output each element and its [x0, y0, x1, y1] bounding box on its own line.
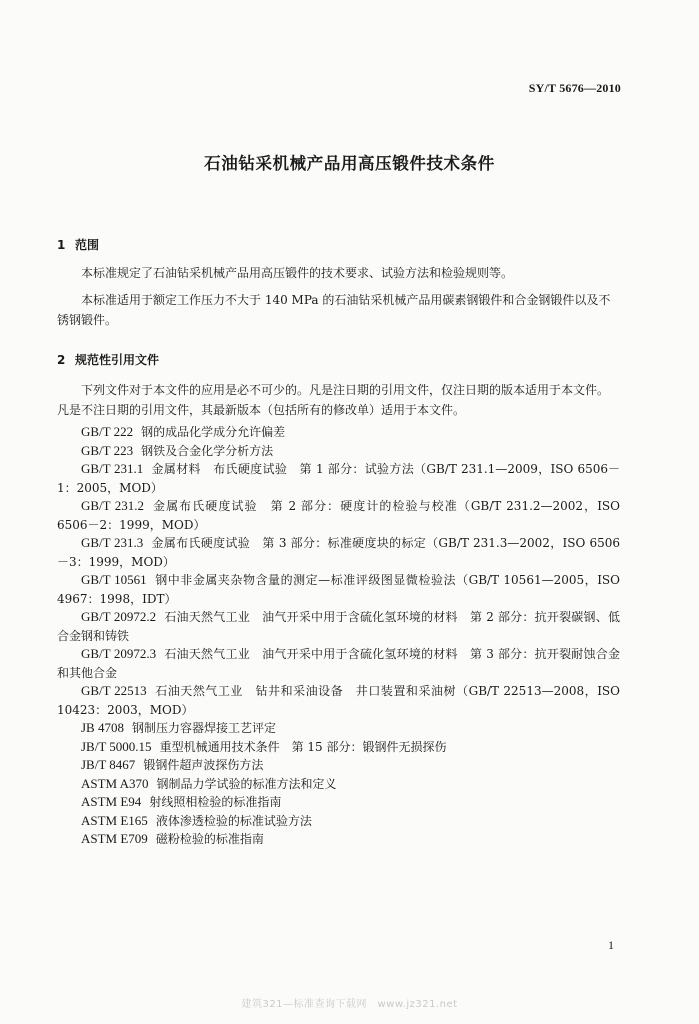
reference-item [57, 775, 620, 794]
section-1-paragraph-2 [57, 290, 620, 330]
reference-title: 磁粉检验的标准指南 [155, 832, 264, 846]
reference-code: GB/T 231.2 [81, 498, 144, 513]
reference-code: ASTM E709 [81, 831, 148, 846]
reference-code: GB/T 222 [81, 424, 134, 439]
reference-item [57, 571, 620, 608]
reference-title: 钢铁及合金化学分析方法 [141, 443, 274, 458]
reference-code: JB/T 5000.15 [81, 738, 152, 754]
reference-title: 金属材料 布氏硬度试验 第 1 部分：试验方法（GB/T 231.1—2009，ISO 6506－1：2005，MOD） [57, 462, 620, 495]
reference-item [57, 682, 620, 719]
reference-title: 石油天然气工业 钻井和采油设备 井口装置和采油树（GB/T 22513—2008，ISO 10423：2003，MOD） [57, 684, 620, 717]
reference-item [57, 830, 620, 849]
section-1-heading [57, 236, 99, 253]
section-2-title: 规范性引用文件 [75, 353, 160, 367]
reference-title: 锻钢件超声波探伤方法 [143, 758, 264, 772]
section-2-heading [57, 351, 159, 368]
section-1-title: 范围 [75, 238, 100, 252]
reference-code: GB/T 10561 [81, 572, 147, 587]
reference-item [57, 608, 620, 645]
reference-item [57, 756, 620, 775]
standard-number: SY/T 5676—2010 [528, 81, 621, 95]
reference-item [57, 812, 620, 831]
reference-code: ASTM E165 [81, 812, 148, 828]
section-2-number: 2 [57, 353, 66, 367]
reference-item [57, 534, 620, 571]
reference-title: 液体渗透检验的标准试验方法 [155, 813, 312, 828]
section-1-number: 1 [57, 238, 66, 252]
scope-text-1: 本标准规定了石油钻采机械产品用高压锻件的技术要求、试验方法和检验规则等。 [81, 266, 514, 280]
reference-item [57, 793, 620, 812]
reference-title: 射线照相检验的标准指南 [149, 795, 282, 809]
reference-title: 石油天然气工业 油气开采中用于含硫化氢环境的材料 第 3 部分：抗开裂耐蚀合金和其他合金 [57, 647, 620, 680]
reference-list [57, 423, 620, 849]
reference-item [57, 738, 620, 757]
reference-code: GB/T 22513 [81, 683, 147, 698]
reference-code: GB/T 231.1 [81, 461, 144, 476]
scope-text-2: 本标准适用于额定工作压力不大于 140 MPa 的石油钻采机械产品用碳素钢锻件和合金钢锻件以及不锈钢锻件。 [57, 293, 611, 327]
section-1-paragraph-1 [57, 263, 620, 283]
reference-item [57, 719, 620, 738]
reference-item [57, 423, 620, 442]
reference-title: 石油天然气工业 油气开采中用于含硫化氢环境的材料 第 2 部分：抗开裂碳钢、低合金钢和铸铁 [57, 610, 620, 643]
watermark-text: 建筑321—标准查询下载网 www.jz321.net [241, 999, 458, 1010]
reference-title: 钢制压力容器焊接工艺评定 [131, 721, 276, 735]
reference-item [57, 645, 620, 682]
reference-item [57, 497, 620, 534]
reference-title: 金属布氏硬度试验 第 2 部分：硬度计的检验与校准（GB/T 231.2—2002，ISO 6506－2：1999，MOD） [57, 499, 620, 532]
reference-code: GB/T 223 [81, 442, 134, 458]
page-number: 1 [608, 938, 614, 952]
reference-item [57, 442, 620, 461]
reference-code: ASTM A370 [81, 775, 149, 791]
reference-item [57, 460, 620, 497]
reference-title: 钢的成品化学成分允许偏差 [141, 425, 286, 439]
reference-code: GB/T 20972.2 [81, 609, 157, 624]
reference-code: GB/T 231.3 [81, 535, 144, 550]
section-2-intro [57, 380, 620, 420]
reference-code: ASTM E94 [81, 794, 142, 809]
reference-code: JB/T 8467 [81, 757, 136, 772]
reference-title: 金属布氏硬度试验 第 3 部分：标准硬度块的标定（GB/T 231.3—2002，ISO 6506－3：1999，MOD） [57, 536, 620, 569]
reference-code: JB 4708 [81, 720, 124, 735]
reference-title: 钢中非金属夹杂物含量的测定—标准评级图显微检验法（GB/T 10561—2005，ISO 4967：1998，IDT） [57, 573, 620, 606]
reference-code: GB/T 20972.3 [81, 646, 157, 661]
reference-title: 重型机械通用技术条件 第 15 部分：锻钢件无损探伤 [159, 739, 447, 754]
normative-intro-text: 下列文件对于本文件的应用是必不可少的。凡是注日期的引用文件，仅注日期的版本适用于本文件。凡是不注日期的引用文件，其最新版本（包括所有的修改单）适用于本文件。 [57, 383, 610, 417]
reference-title: 钢制品力学试验的标准方法和定义 [156, 776, 337, 791]
document-title: 石油钻采机械产品用高压锻件技术条件 [204, 154, 495, 173]
